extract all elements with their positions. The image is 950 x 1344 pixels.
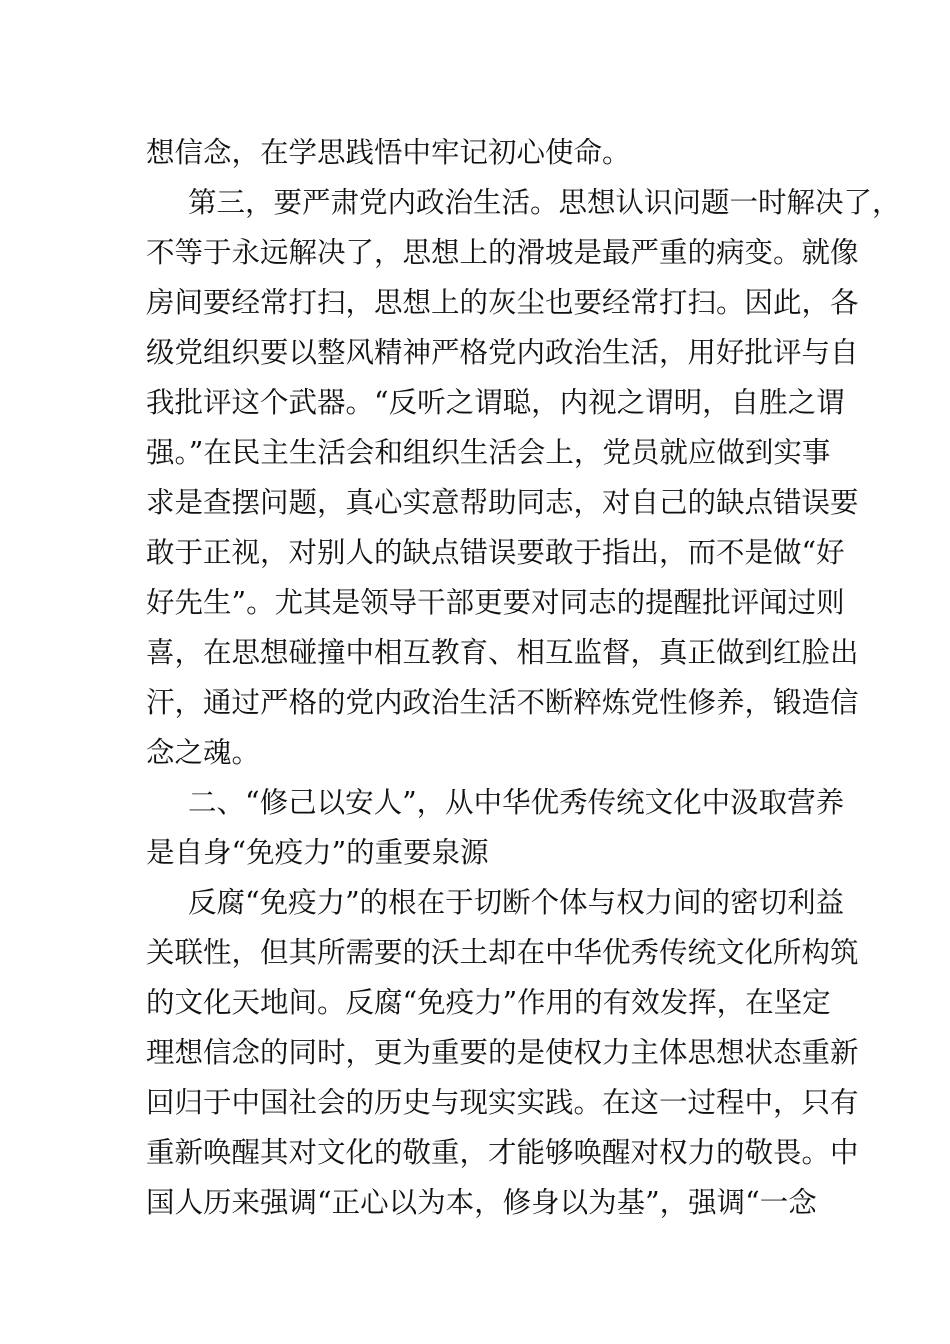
- text-line: 念之魂。: [146, 736, 261, 769]
- text-line: 强。”在民主生活会和组织生活会上，党员就应做到实事: [146, 436, 831, 469]
- text-line: 房间要经常打扫，思想上的灰尘也要经常打扫。因此，各: [146, 286, 859, 319]
- text-line: 的文化天地间。反腐“免疫力”作用的有效发挥，在坚定: [146, 986, 831, 1019]
- paragraph-start-line: 反腐“免疫力”的根在于切断个体与权力间的密切利益: [188, 886, 845, 919]
- text-line: 重新唤醒其对文化的敬重，才能够唤醒对权力的敬畏。中: [146, 1136, 859, 1169]
- text-line: 汗，通过严格的党内政治生活不断粹炼党性修养，锻造信: [146, 686, 859, 719]
- text-line: 级党组织要以整风精神严格党内政治生活，用好批评与自: [146, 336, 859, 369]
- paragraph-start-line: 第三，要严肃党内政治生活。思想认识问题一时解决了，: [188, 186, 901, 219]
- text-line: 关联性，但其所需要的沃土却在中华优秀传统文化所构筑: [146, 936, 859, 969]
- text-line: 我批评这个武器。“反听之谓聪，内视之谓明，自胜之谓: [146, 386, 845, 419]
- document-body: [146, 128, 901, 1228]
- text-line: 不等于永远解决了，思想上的滑坡是最严重的病变。就像: [146, 236, 859, 269]
- section-heading-line: 二、“修己以安人”，从中华优秀传统文化中汲取营养: [188, 786, 845, 819]
- text-line: 国人历来强调“正心以为本，修身以为基”，强调“一念: [146, 1186, 817, 1219]
- text-line: 好先生”。尤其是领导干部更要对同志的提醒批评闻过则: [146, 586, 845, 619]
- text-line: 想信念，在学思践悟中牢记初心使命。: [146, 136, 631, 169]
- text-line: 求是查摆问题，真心实意帮助同志，对自己的缺点错误要: [146, 486, 859, 519]
- text-line: 回归于中国社会的历史与现实实践。在这一过程中，只有: [146, 1086, 859, 1119]
- text-line: 喜，在思想碰撞中相互教育、相互监督，真正做到红脸出: [146, 636, 859, 669]
- section-heading-line: 是自身“免疫力”的重要泉源: [146, 836, 489, 869]
- text-line: 敢于正视，对别人的缺点错误要敢于指出，而不是做“好: [146, 536, 845, 569]
- text-line: 理想信念的同时，更为重要的是使权力主体思想状态重新: [146, 1036, 859, 1069]
